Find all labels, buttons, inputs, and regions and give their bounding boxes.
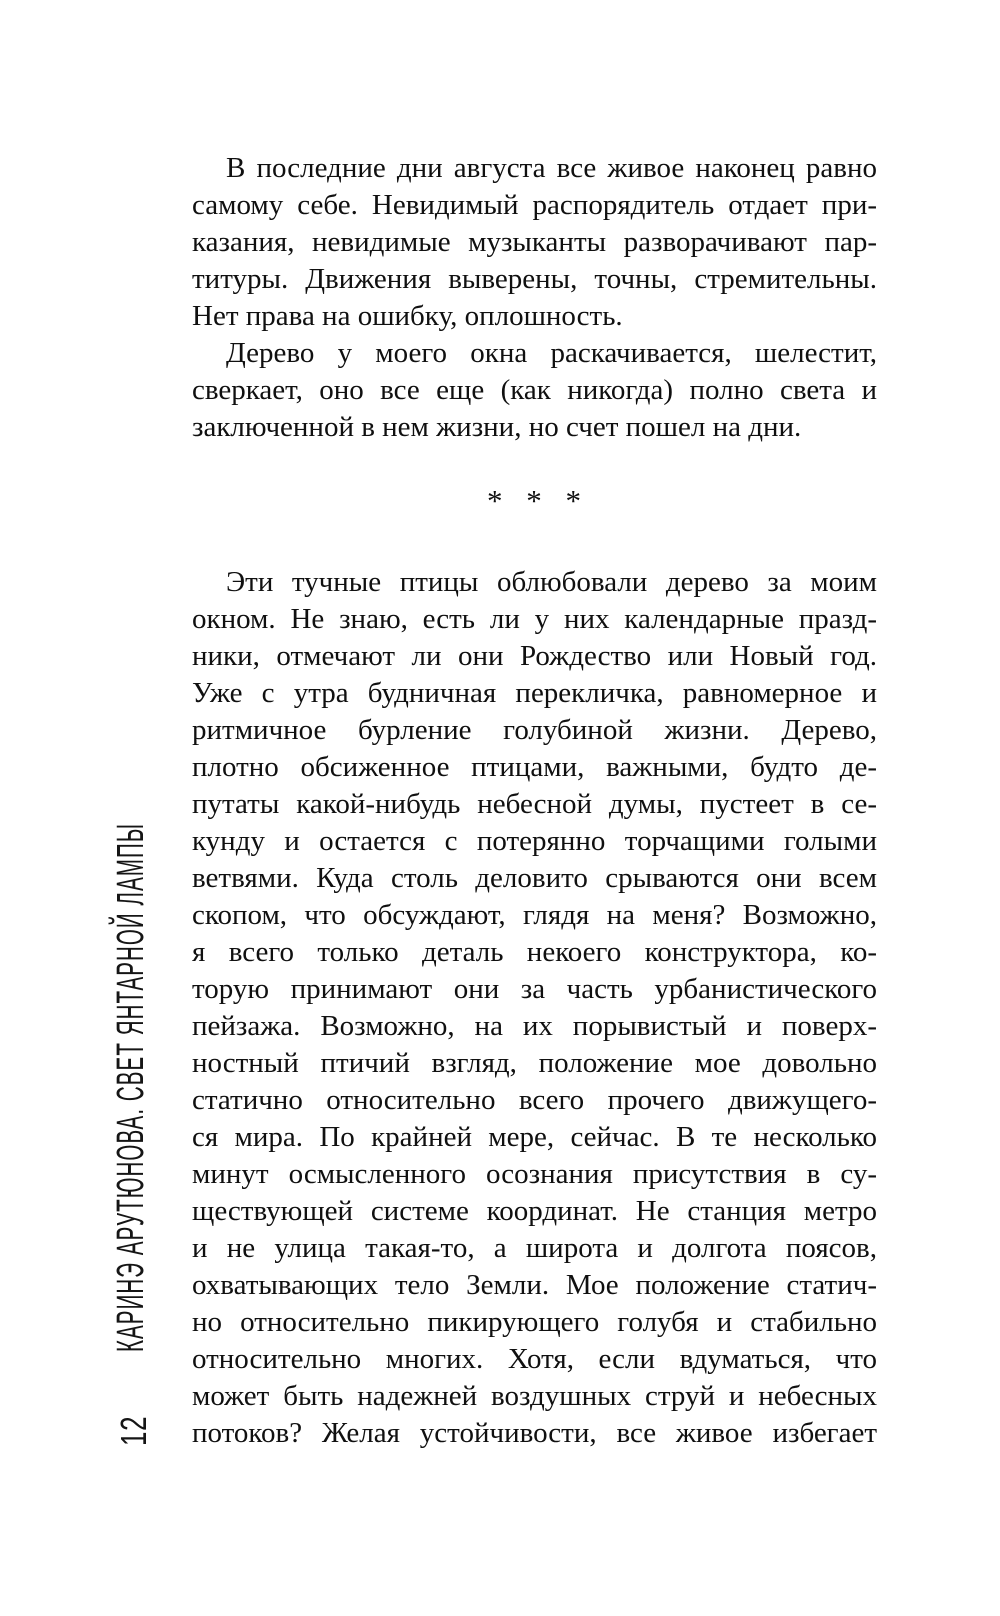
- section-separator: * * *: [487, 483, 582, 518]
- text-line: титуры. Движения выверены, точны, стремительны.: [192, 263, 877, 295]
- text-line: охватывающих тело Земли. Мое положение статич-: [192, 1269, 877, 1301]
- text-line: Дерево у моего окна раскачивается, шелестит,: [226, 337, 877, 369]
- text-line: окном. Не знаю, есть ли у них календарные празд-: [192, 603, 877, 635]
- text-line: В последние дни августа все живое наконец равно: [226, 152, 877, 184]
- text-line: Нет права на ошибку, оплошность.: [192, 300, 623, 332]
- paragraph: [192, 150, 877, 335]
- text-line: но относительно пикирующего голубя и стабильно: [192, 1306, 877, 1338]
- paragraph: [192, 564, 877, 1452]
- text-line: казания, невидимые музыканты разворачивают пар-: [192, 226, 877, 258]
- text-line: ритмичное бурление голубиной жизни. Дерево,: [192, 714, 877, 746]
- text-line: торую принимают они за часть урбанистического: [192, 973, 877, 1005]
- text-line: путаты какой-нибудь небесной думы, пустеет в се-: [192, 788, 877, 820]
- text-line: Уже с утра будничная перекличка, равномерное и: [192, 677, 877, 709]
- text-line: ся мира. По крайней мере, сейчас. В те несколько: [192, 1121, 877, 1153]
- text-line: относительно многих. Хотя, если вдуматься, что: [192, 1343, 877, 1375]
- sidebar-page-number: 12: [113, 1415, 154, 1446]
- text-line: я всего только деталь некоего конструктора, ко-: [192, 936, 877, 968]
- text-line: и не улица такая-то, а широта и долгота поясов,: [192, 1232, 877, 1264]
- text-line: плотно обсиженное птицами, важными, будто де-: [192, 751, 877, 783]
- sidebar-book-title: КАРИНЭ АРУТЮНОВА. СВЕТ ЯНТАРНОЙ ЛАМПЫ: [110, 822, 152, 1352]
- text-line: кунду и остается с потерянно торчащими голыми: [192, 825, 877, 857]
- text-line: статично относительно всего прочего движущего-: [192, 1084, 877, 1116]
- paragraph: [192, 335, 877, 446]
- text-line: сверкает, оно все еще (как никогда) полно света и: [192, 374, 877, 406]
- text-line: пейзажа. Возможно, на их порывистый и поверх-: [192, 1010, 877, 1042]
- text-line: заключенной в нем жизни, но счет пошел на дни.: [192, 411, 802, 443]
- text-line: Эти тучные птицы облюбовали дерево за моим: [226, 566, 877, 598]
- text-line: ществующей системе координат. Не станция метро: [192, 1195, 877, 1227]
- text-line: ветвями. Куда столь деловито срываются они всем: [192, 862, 877, 894]
- text-line: минут осмысленного осознания присутствия в су-: [192, 1158, 877, 1190]
- text-line: самому себе. Невидимый распорядитель отдает при-: [192, 189, 877, 221]
- text-line: может быть надежней воздушных струй и небесных: [192, 1380, 877, 1412]
- text-line: потоков? Желая устойчивости, все живое избегает: [192, 1417, 877, 1449]
- text-line: скопом, что обсуждают, глядя на меня? Возможно,: [192, 899, 877, 931]
- text-line: ники, отмечают ли они Рождество или Новый год.: [192, 640, 877, 672]
- text-line: ностный птичий взгляд, положение мое довольно: [192, 1047, 877, 1079]
- text-column: [192, 150, 877, 1452]
